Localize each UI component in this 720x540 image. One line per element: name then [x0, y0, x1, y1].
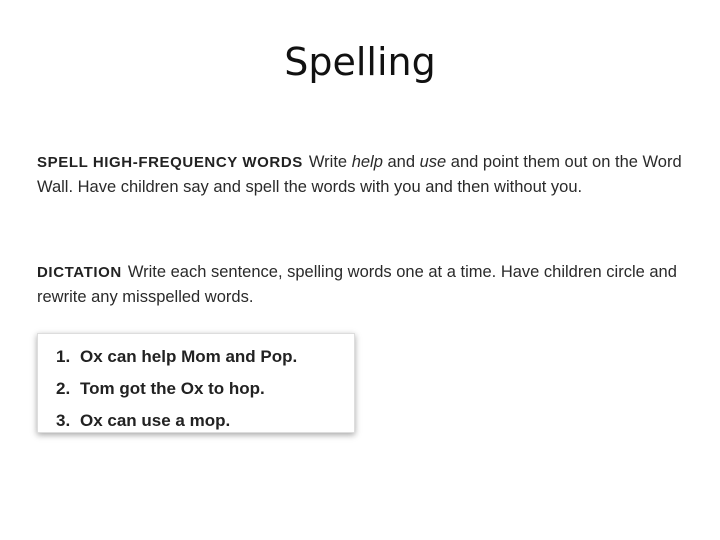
- sentence-item: [56, 405, 354, 437]
- word-use: use: [419, 153, 447, 171]
- sentence-text: Tom got the Ox to hop.: [80, 379, 265, 398]
- sentence-number: 1.: [56, 347, 71, 366]
- dictation-section: [37, 260, 697, 310]
- dictation-sentences-box: [37, 333, 355, 433]
- sentence-number: 2.: [56, 379, 71, 398]
- sentence-text: Ox can use a mop.: [80, 411, 231, 430]
- sentence-number: 3.: [56, 411, 71, 430]
- dictation-heading: DICTATION: [37, 264, 122, 281]
- spell-text-part-2: and: [382, 153, 420, 171]
- spell-text-part-3: and point them out on the Word Wall. Have children say and spell the words with you and then without you.: [37, 153, 682, 196]
- spell-high-frequency-section: [37, 150, 697, 200]
- sentence-item: [56, 373, 354, 405]
- spell-section-heading: SPELL HIGH-FREQUENCY WORDS: [37, 154, 303, 171]
- sentence-text: Ox can help Mom and Pop.: [80, 347, 298, 366]
- spell-text-part-1: Write: [308, 153, 352, 171]
- slide-title: Spelling: [284, 40, 436, 84]
- sentence-item: [56, 341, 354, 373]
- dictation-text: Write each sentence, spelling words one at a time. Have children circle and rewrite any misspelled words.: [37, 263, 677, 306]
- word-help: help: [351, 153, 383, 171]
